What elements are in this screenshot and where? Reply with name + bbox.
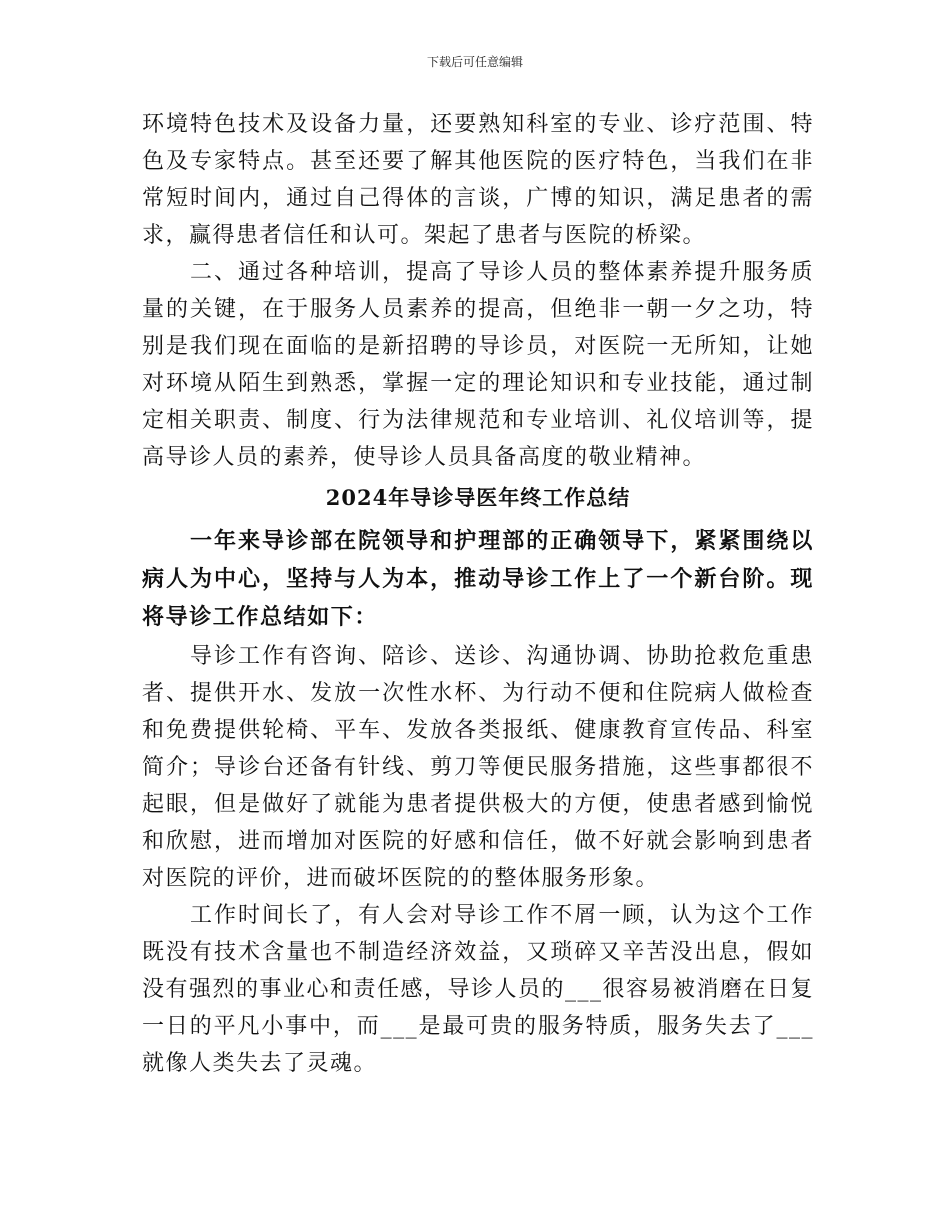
document-body — [142, 106, 814, 1082]
paragraph-intro-bold: 一年来导诊部在院领导和护理部的正确领导下，紧紧围绕以病人为中心，坚持与人为本，推动导诊工作上了一个新台阶。现将导诊工作总结如下： — [142, 528, 814, 630]
document-title: 2024年导诊导医年终工作总结 — [325, 485, 631, 510]
page-header: 下载后可任意编辑 — [426, 55, 523, 69]
paragraph-4: 导诊工作有咨询、陪诊、送诊、沟通协调、协助抢救危重患者、提供开水、发放一次性水杯、为行动不便和住院病人做检查和免费提供轮椅、平车、发放各类报纸、健康教育宣传品、科室简介；导诊台还备有针线、剪刀等便民服务措施，这些事都很不起眼，但是做好了就能为患者提供极大的方便，使患者感到愉悦和欣慰，进而增加对医院的好感和信任，做不好就会影响到患者对医院的评价，进而破坏医院的的整体服务形象。 — [142, 644, 814, 891]
paragraph-1: 环境特色技术及设备力量，还要熟知科室的专业、诊疗范围、特色及专家特点。甚至还要了解其他医院的医疗特色，当我们在非常短时间内，通过自己得体的言谈，广博的知识，满足患者的需求，赢得患者信任和认可。架起了患者与医院的桥梁。 — [142, 112, 814, 248]
paragraph-2: 二、通过各种培训，提高了导诊人员的整体素养提升服务质量的关键，在于服务人员素养的提高，但绝非一朝一夕之功，特别是我们现在面临的是新招聘的导诊员，对医院一无所知，让她对环境从陌生到熟悉，掌握一定的理论知识和专业技能，通过制定相关职责、制度、行为法律规范和专业培训、礼仪培训等，提高导诊人员的素养，使导诊人员具备高度的敬业精神。 — [142, 260, 814, 470]
paragraph-5: 工作时间长了，有人会对导诊工作不屑一顾，认为这个工作既没有技术含量也不制造经济效益，又琐碎又辛苦没出息，假如没有强烈的事业心和责任感，导诊人员的___很容易被消磨在日复一日的平凡小事中，而___是最可贵的服务特质，服务失去了___就像人类失去了灵魂。 — [142, 903, 815, 1076]
